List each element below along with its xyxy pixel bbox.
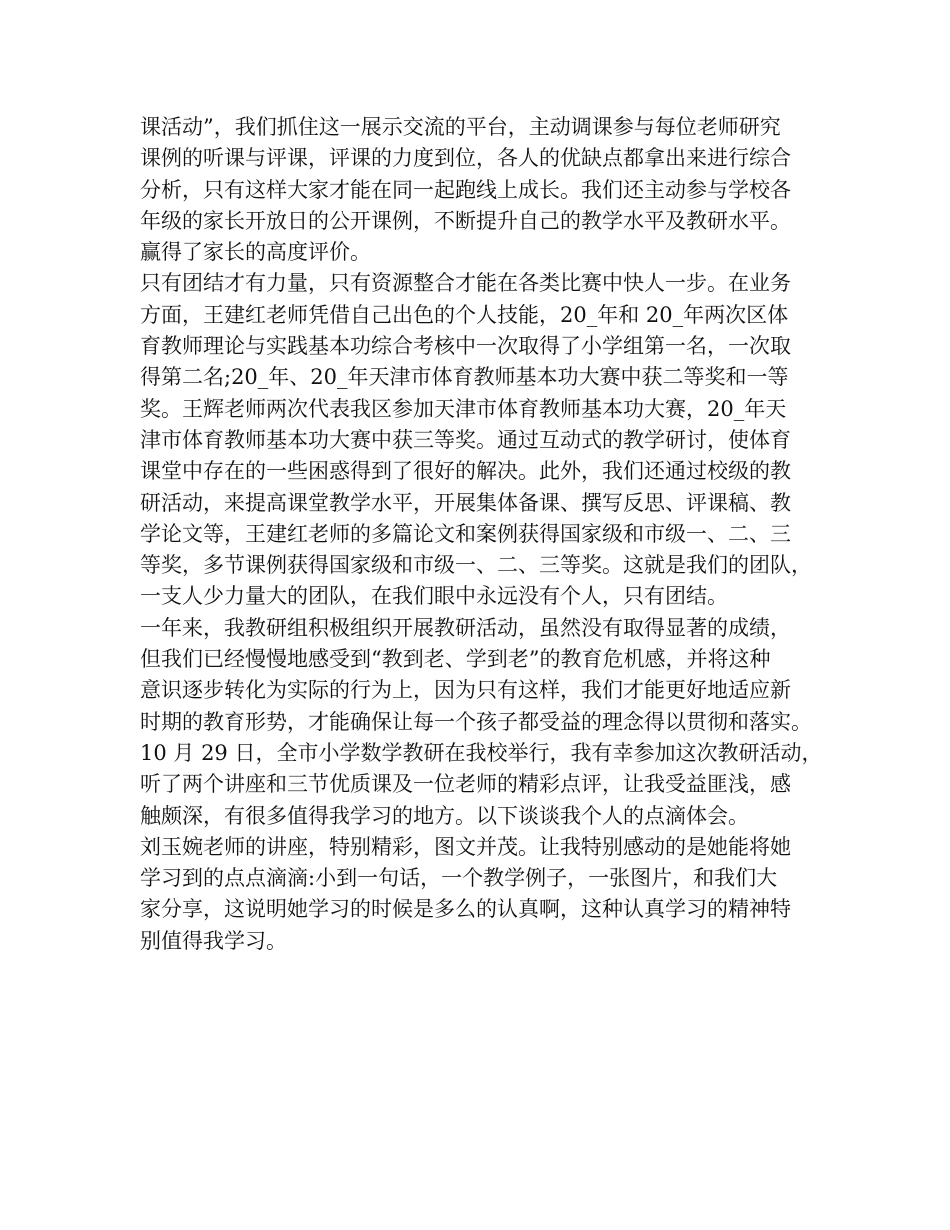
text-line: 触颇深，有很多值得我学习的地方。以下谈谈我个人的点滴体会。 [140,803,749,828]
text-line: 一支人少力量大的团队，在我们眼中永远没有个人，只有团结。 [140,584,728,609]
text-line: 赢得了家长的高度评价。 [140,240,371,265]
text-line: 课堂中存在的一些困惑得到了很好的解决。此外，我们还通过校级的教 [140,459,791,484]
text-line: 分析，只有这样大家才能在同一起跑线上成长。我们还主动参与学校各 [140,177,791,202]
text-line: 年级的家长开放日的公开课例，不断提升自己的教学水平及教研水平。 [140,208,791,233]
text-line: 研活动，来提高课堂教学水平，开展集体备课、撰写反思、评课稿、教 [140,490,791,515]
text-line: 奖。王辉老师两次代表我区参加天津市体育教师基本功大赛，20_年天 [140,396,787,421]
text-line: 课例的听课与评课，评课的力度到位，各人的优缺点都拿出来进行综合 [140,146,791,171]
text-line: 学论文等，王建红老师的多篇论文和案例获得国家级和市级一、二、三 [140,521,791,546]
text-line: 一年来，我教研组积极组织开展教研活动，虽然没有取得显著的成绩， [140,615,791,640]
text-line: 得第二名;20_年、20_年天津市体育教师基本功大赛中获二等奖和一等 [140,365,789,390]
text-line: 意识逐步转化为实际的行为上，因为只有这样，我们才能更好地适应新 [140,678,791,703]
text-line: 家分享，这说明她学习的时候是多么的认真啊，这种认真学习的精神特 [140,897,791,922]
text-line: 课活动”，我们抓住这一展示交流的平台，主动调课参与每位老师研究 [140,115,781,139]
text-line: 刘玉婉老师的讲座，特别精彩，图文并茂。让我特别感动的是她能将她 [140,834,791,859]
text-line: 时期的教育形势，才能确保让每一个孩子都受益的理念得以贯彻和落实。 [140,709,812,734]
text-line: 10 月 29 日，全市小学数学教研在我校举行，我有幸参加这次教研活动， [140,740,823,765]
text-line: 只有团结才有力量，只有资源整合才能在各类比赛中快人一步。在业务 [140,271,791,296]
text-line: 学习到的点点滴滴:小到一句话，一个教学例子，一张图片，和我们大 [140,866,778,891]
text-line: 育教师理论与实践基本功综合考核中一次取得了小学组第一名，一次取 [140,334,791,359]
text-line: 听了两个讲座和三节优质课及一位老师的精彩点评，让我受益匪浅，感 [140,772,791,797]
text-line: 津市体育教师基本功大赛中获三等奖。通过互动式的教学研讨，使体育 [140,427,791,452]
text-line: 方面，王建红老师凭借自己出色的个人技能，20_年和 20_年两次区体 [140,302,789,327]
text-line: 但我们已经慢慢地感受到“教到老、学到老”的教育危机感，并将这种 [140,647,771,672]
text-line: 别值得我学习。 [140,928,287,953]
text-line: 等奖，多节课例获得国家级和市级一、二、三等奖。这就是我们的团队， [140,553,812,578]
document-body [140,112,830,957]
